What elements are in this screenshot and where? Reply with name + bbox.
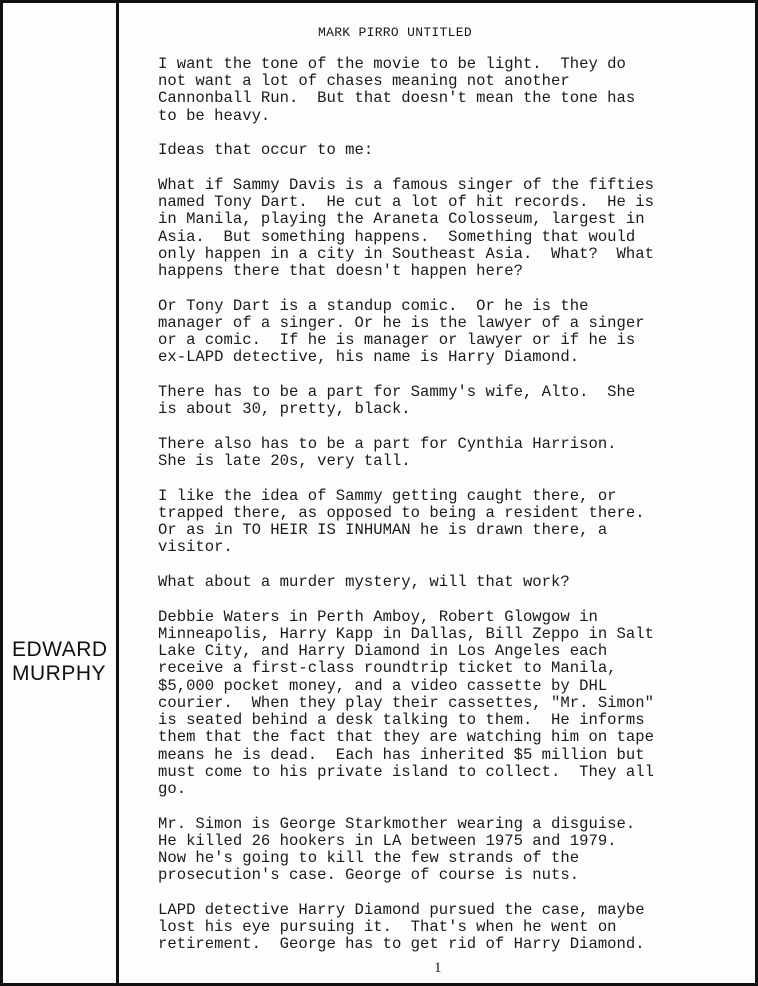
- document-title: MARK PIRRO UNTITLED: [318, 25, 472, 40]
- paragraph-murder-mystery: What about a murder mystery, will that work?: [158, 573, 570, 592]
- paragraph-tone: I want the tone of the movie to be light. They do not want a lot of chases meaning not another Cannonball Run. But that doesn't mean the tone has to be heavy.: [158, 55, 636, 125]
- margin-rule: [116, 3, 119, 983]
- paragraph-sammys-wife: There has to be a part for Sammy's wife, Alto. She is about 30, pretty, black.: [158, 383, 636, 419]
- paragraph-tony-dart-comic: Or Tony Dart is a standup comic. Or he is the manager of a singer. Or he is the lawyer of a singer or a comic. If he is manager or lawyer or if he is ex-LAPD detective, his name is Harry Diamond.: [158, 296, 645, 367]
- document-body: [158, 56, 718, 971]
- paragraph-cynthia-harrison: There also has to be a part for Cynthia Harrison. She is late 20s, very tall.: [158, 434, 617, 471]
- author-tab: [12, 638, 112, 686]
- paragraph-tony-dart-singer: What if Sammy Davis is a famous singer of the fifties named Tony Dart. He cut a lot of hit records. He is in Manila, playing the Araneta Colosseum, largest in Asia. But something happens. Something that would only happen in a city in Southeast Asia. What? What happens there that doesn't happen here?: [158, 176, 654, 281]
- paragraph-mr-simon: Mr. Simon is George Starkmother wearing a disguise. He killed 26 hookers in LA between 1975 and 1979. Now he's going to kill the few strands of the prosecution's case. George of course is nuts.: [158, 814, 636, 885]
- author-last-name: MURPHY: [12, 662, 107, 685]
- page-number: 1: [434, 960, 442, 976]
- author-first-name: EDWARD: [12, 638, 108, 661]
- paragraph-trapped-there: I like the idea of Sammy getting caught there, or trapped there, as opposed to being a resident there. Or as in TO HEIR IS INHUMAN he is drawn there, a visitor.: [158, 486, 645, 557]
- paragraph-harry-diamond: LAPD detective Harry Diamond pursued the case, maybe lost his eye pursuing it. That's when he went on retirement. George has to get rid of Harry Diamond.: [158, 900, 645, 954]
- paragraph-ideas-heading: Ideas that occur to me:: [158, 141, 374, 160]
- paragraph-inheritance-plot: Debbie Waters in Perth Amboy, Robert Glowgow in Minneapolis, Harry Kapp in Dallas, Bill Zeppo in Salt Lake City, and Harry Diamond in Los Angeles each receive a first-class roundtrip ticket to Manila, $5,000 pocket money, and a video cassette by DHL courier. When they play their cassettes, "Mr. Simon" is seated behind a desk talking to them. He informs them that the fact that they are watching him on tape means he is dead. Each has inherited $5 million but must come to his private island to collect. They all go.: [158, 607, 654, 798]
